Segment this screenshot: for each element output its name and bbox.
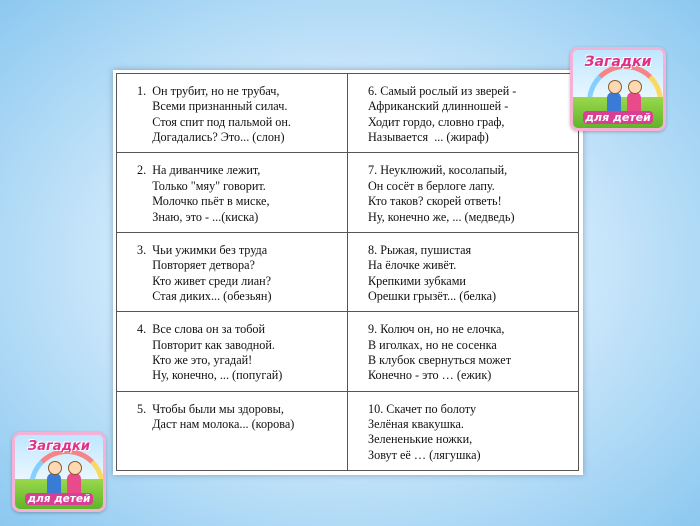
table-row	[117, 232, 579, 311]
table-row	[117, 74, 579, 153]
riddle-cell: 9. Колюч он, но не елочка, В иголках, но не сосенка В клубок свернуться может Конечно - это … (ежик)	[348, 312, 579, 391]
logo-subtitle: для детей	[25, 493, 93, 505]
riddle-sheet	[113, 70, 583, 475]
table-row	[117, 391, 579, 470]
riddle-cell: 7. Неуклюжий, косолапый, Он сосёт в берлоге лапу. Кто таков? скорей ответь! Ну, конечно же, ... (медведь)	[348, 153, 579, 232]
riddles-logo-bottom	[12, 432, 106, 512]
logo-title: Загадки	[27, 439, 90, 454]
riddle-table	[116, 73, 579, 471]
riddle-cell: 2. На диванчике лежит, Только "мяу" говорит. Молочко пьёт в миске, Знаю, это - ...(киска)	[117, 153, 348, 232]
riddle-cell: 8. Рыжая, пушистая На ёлочке живёт. Крепкими зубками Орешки грызёт... (белка)	[348, 232, 579, 311]
riddle-cell: 1. Он трубит, но не трубач, Всеми признанный силач. Стоя спит под пальмой он. Догадались? Это... (слон)	[117, 74, 348, 153]
riddle-cell: 10. Скачет по болоту Зелёная квакушка. Зелененькие ножки, Зовут её … (лягушка)	[348, 391, 579, 470]
riddles-logo-top	[570, 47, 666, 131]
riddle-cell: 4. Все слова он за тобой Повторит как заводной. Кто же это, угадай! Ну, конечно, ... (попугай)	[117, 312, 348, 391]
riddle-cell: 6. Самый рослый из зверей - Африканский длинношей - Ходит гордо, словно граф, Называется ... (жираф)	[348, 74, 579, 153]
table-row	[117, 153, 579, 232]
logo-subtitle: для детей	[583, 111, 653, 124]
riddle-cell: 3. Чьи ужимки без труда Повторяет детвора? Кто живет среди лиан? Стая диких... (обезьян)	[117, 232, 348, 311]
table-row	[117, 312, 579, 391]
riddle-cell: 5. Чтобы были мы здоровы, Даст нам молока... (корова)	[117, 391, 348, 470]
logo-title: Загадки	[584, 54, 652, 70]
